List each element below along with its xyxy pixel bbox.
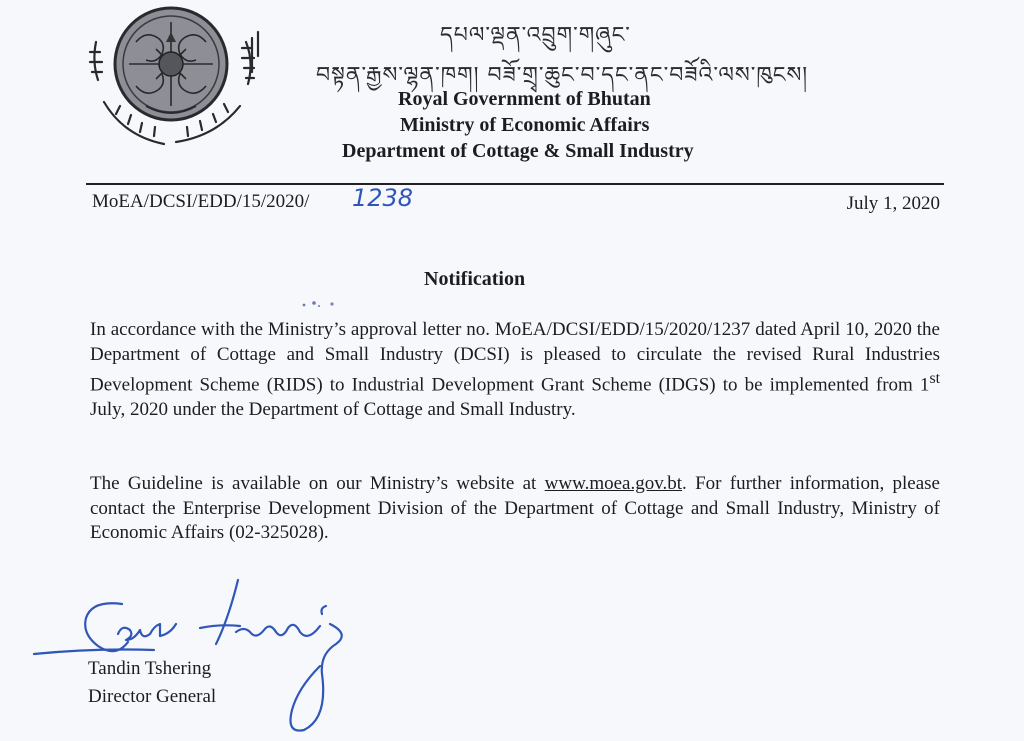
header-ministry: Ministry of Economic Affairs [400, 114, 650, 136]
ministry-website-link[interactable]: www.moea.gov.bt [544, 473, 683, 494]
dzongkha-government-name: དཔལ་ལྡན་འབྲུག་གཞུང་ [440, 23, 631, 48]
header-department: Department of Cottage & Small Industry [342, 140, 694, 162]
para2-text: The Guideline is available on our Ministry’s website at [90, 473, 545, 494]
header-government: Royal Government of Bhutan [398, 88, 651, 110]
para1-text: In accordance with the Ministry’s approval letter no. MoEA/DCSI/EDD/15/2020/1237 dated April 10, 2020 the Department of Cottage and Small Industry (DCSI) is pleased to circulate the revised Rural Industries Development Scheme (RIDS) to Industrial Development Grant Scheme (IDGS) to be implemented from 1 [90, 319, 940, 396]
signatory-name: Tandin Tshering [88, 658, 212, 679]
letter-date: July 1, 2020 [846, 193, 940, 214]
dzongkha-ministry-department: བསྟན་རྒྱས་ལྷན་ཁག། བཟོ་གྲྭ་ཆུང་བ་དང་ནང་བཟོའི་ལས་ཁུངས། [316, 63, 809, 88]
signature-icon [30, 576, 390, 736]
ordinal-suffix: st [929, 370, 940, 387]
reference-number-handwritten: 1238 [352, 184, 414, 212]
notification-title: Notification [424, 268, 526, 290]
government-emblem-icon [76, 2, 266, 152]
signatory-title: Director General [88, 686, 217, 707]
reference-prefix: MoEA/DCSI/EDD/15/2020/ [92, 191, 310, 212]
body-paragraph-2 [90, 472, 940, 546]
body-paragraph-1 [90, 318, 940, 422]
para1-text-end: July, 2020 under the Department of Cottage and Small Industry. [90, 398, 576, 420]
header-divider [86, 183, 944, 185]
para2-text-end: . For further information, please contact the Enterprise Development Division of the Department of Cottage and Small Industry, Ministry of Economic Affairs (02-325028). [90, 473, 940, 543]
scan-speck [300, 296, 340, 306]
